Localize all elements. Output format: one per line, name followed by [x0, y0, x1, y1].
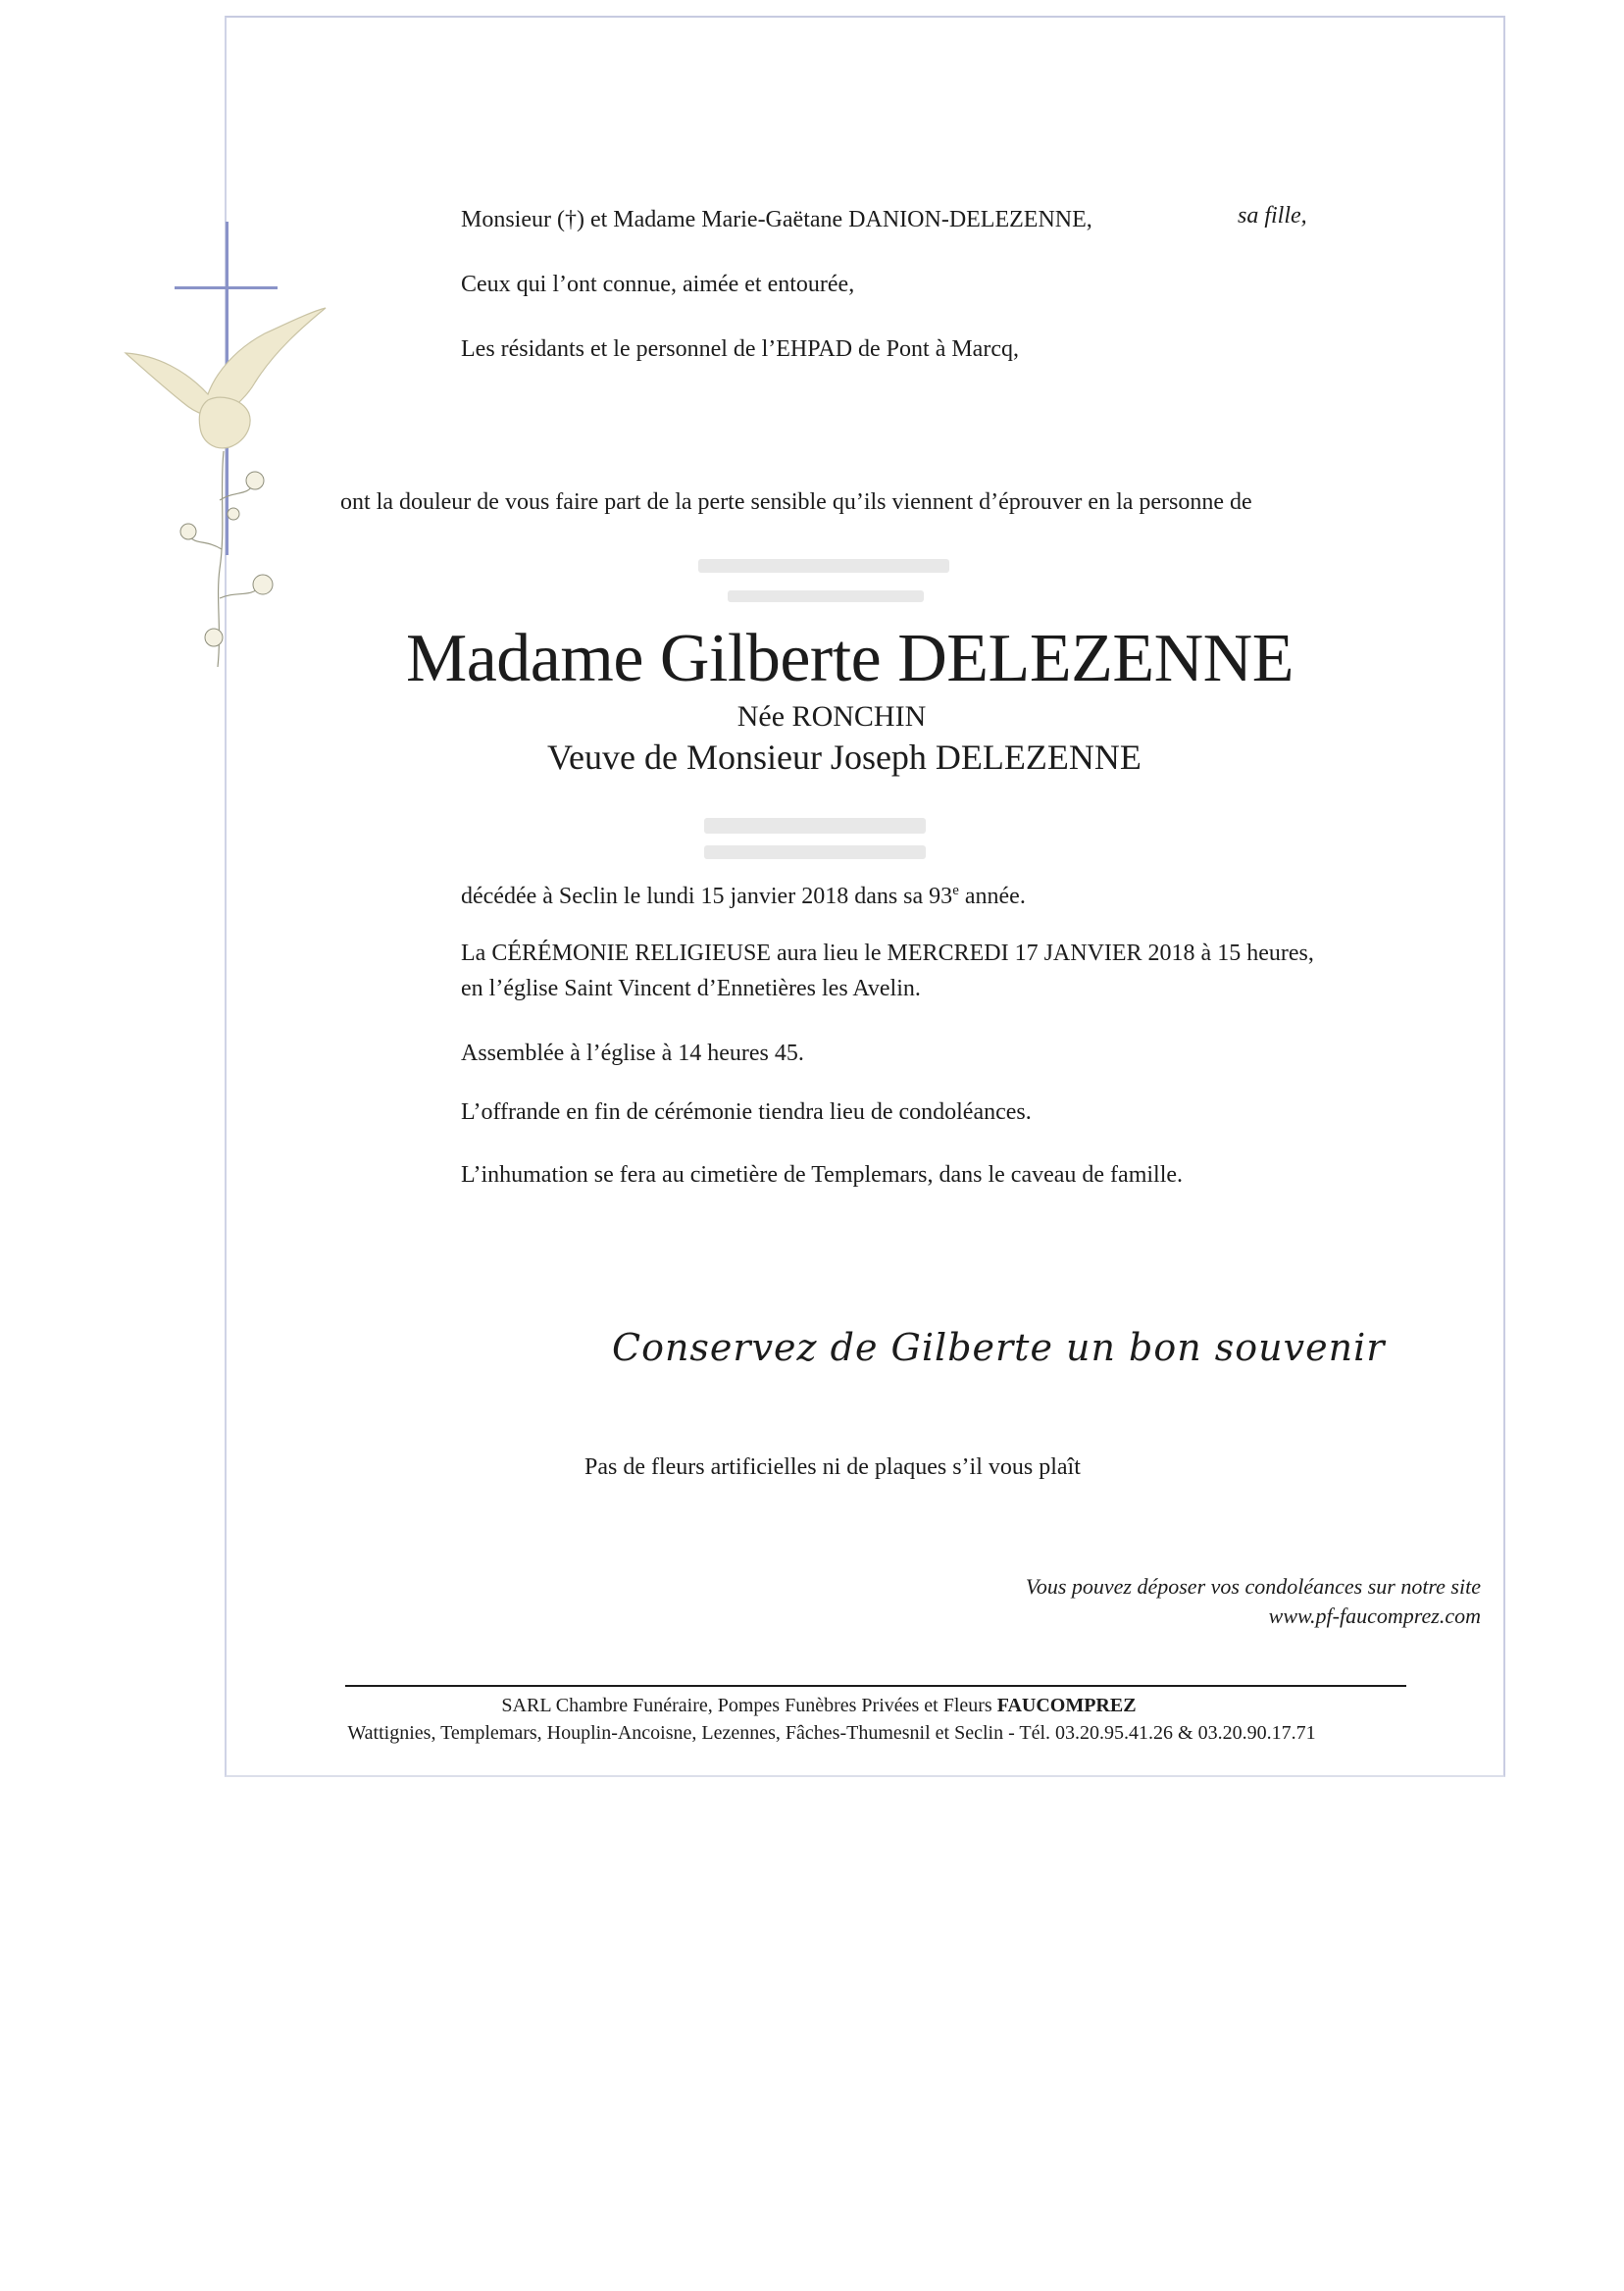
death-details-main: décédée à Seclin le lundi 15 janvier 2018 dans sa 93	[461, 884, 953, 909]
family-line-2: Ceux qui l’ont connue, aimée et entourée,	[461, 272, 855, 297]
ceremony-line-1: La CÉRÉMONIE RELIGIEUSE aura lieu le MERCREDI 17 JANVIER 2018 à 15 heures,	[461, 941, 1314, 966]
scan-smudge	[728, 590, 924, 602]
family-relation: sa fille,	[1238, 203, 1307, 229]
ceremony-line-2: en l’église Saint Vincent d’Ennetières les Avelin.	[461, 976, 921, 1001]
family-daughter: Monsieur (†) et Madame Marie-Gaëtane DANION-DELEZENNE,	[461, 207, 1092, 232]
scan-smudge	[698, 559, 949, 573]
flower-icon	[228, 508, 239, 520]
online-condolences-text: Vous pouvez déposer vos condoléances sur notre site	[1025, 1574, 1481, 1599]
announcement-text: ont la douleur de vous faire part de la perte sensible qu’ils viennent d’éprouver en la personne de	[340, 489, 1252, 515]
footer-company-desc: SARL Chambre Funéraire, Pompes Funèbres Privées et Fleurs	[501, 1695, 997, 1716]
deceased-name: Madame Gilberte DELEZENNE	[406, 621, 1294, 696]
flower-icon	[246, 472, 264, 489]
footer-locations: Wattignies, Templemars, Houplin-Ancoisne, Lezennes, Fâches-Thumesnil et Seclin - Tél. 03.20.95.41.26 & 03.20.90.17.71	[347, 1722, 1316, 1744]
flower-icon	[180, 524, 196, 539]
footer-company-name: FAUCOMPREZ	[996, 1695, 1137, 1716]
assembly-time: Assemblée à l’église à 14 heures 45.	[461, 1041, 804, 1066]
ordinal-suffix: e	[952, 883, 959, 898]
offering-note: L’offrande en fin de cérémonie tiendra lieu de condoléances.	[461, 1099, 1032, 1125]
birth-name: Née RONCHIN	[736, 700, 927, 733]
dove-illustration	[118, 304, 333, 677]
scan-smudge	[704, 818, 926, 834]
remembrance-message: Conservez de Gilberte un bon souvenir	[612, 1326, 1386, 1369]
footer-company	[0, 1693, 1624, 1718]
website-url[interactable]: www.pf-faucomprez.com	[1268, 1604, 1481, 1628]
cross-horizontal-bar	[175, 286, 278, 289]
flower-icon	[205, 629, 223, 646]
scan-smudge	[704, 845, 926, 859]
flowers-notice: Pas de fleurs artificielles ni de plaques s’il vous plaît	[584, 1454, 1081, 1480]
flower-icon	[253, 575, 273, 594]
widow-of: Veuve de Monsieur Joseph DELEZENNE	[547, 738, 1142, 777]
footer-divider	[345, 1685, 1406, 1687]
death-details-end: année.	[958, 884, 1026, 909]
burial-note: L’inhumation se fera au cimetière de Templemars, dans le caveau de famille.	[461, 1162, 1184, 1188]
family-line-3: Les résidants et le personnel de l’EHPAD de Pont à Marcq,	[461, 336, 1019, 362]
family-line-1	[461, 206, 1092, 233]
dove-body-icon	[199, 397, 250, 448]
death-details	[461, 877, 1026, 910]
